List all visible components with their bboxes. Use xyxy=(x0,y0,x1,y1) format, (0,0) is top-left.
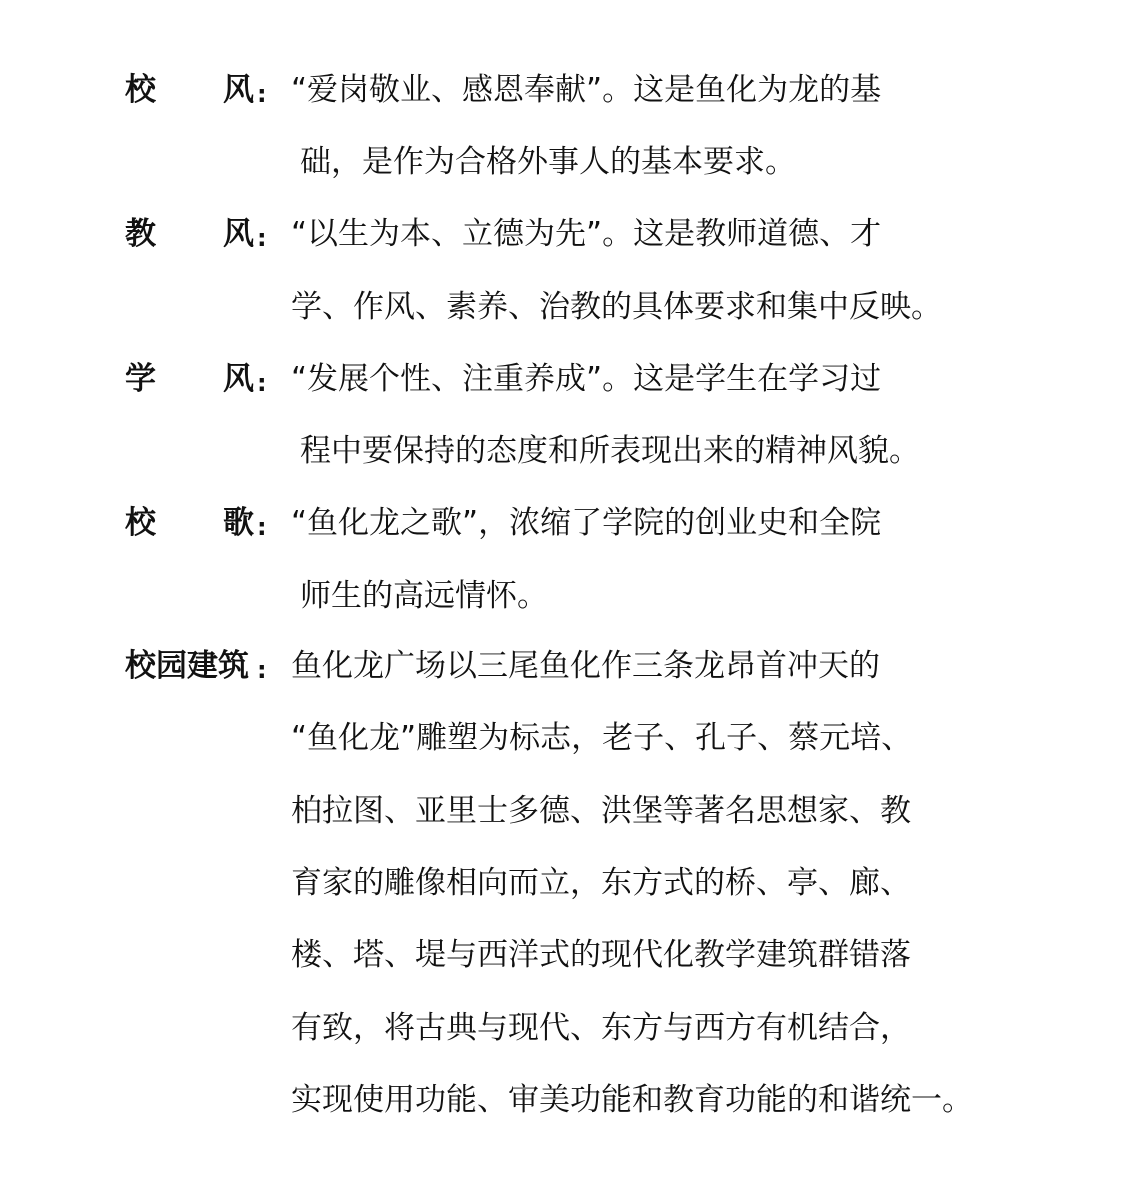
label-colon: : xyxy=(257,513,267,541)
text-line: 学、作风、素养、治教的具体要求和集中反映。 xyxy=(291,289,942,325)
text-line: 础，是作为合格外事人的基本要求。 xyxy=(300,144,796,180)
text-line: “鱼化龙”雕塑为标志，老子、孔子、蔡元培、 xyxy=(291,720,913,756)
label-colon: : xyxy=(257,656,267,684)
label-study-style xyxy=(125,359,156,399)
label-colon: : xyxy=(257,369,267,397)
label-char-2: 风 xyxy=(223,361,254,397)
text-line: 育家的雕像相向而立，东方式的桥、亭、廊、 xyxy=(291,865,911,901)
label-char-1: 校 xyxy=(125,72,156,108)
text-line: 有致，将古典与现代、东方与西方有机结合， xyxy=(291,1010,911,1046)
text-line: “爱岗敬业、感恩奉献”。这是鱼化为龙的基 xyxy=(291,72,882,108)
label-study-style-2 xyxy=(223,359,267,399)
label-teaching-style-2 xyxy=(223,214,267,254)
text-line: 柏拉图、亚里士多德、洪堡等著名思想家、教 xyxy=(291,793,911,829)
label-school-song-2 xyxy=(223,503,267,543)
text-line: “以生为本、立德为先”。这是教师道德、才 xyxy=(291,216,882,252)
label-colon: : xyxy=(257,80,267,108)
text-line: “鱼化龙之歌”，浓缩了学院的创业史和全院 xyxy=(291,505,882,541)
label-char-1: 校 xyxy=(125,505,156,541)
text-line: 楼、塔、堤与西洋式的现代化教学建筑群错落 xyxy=(291,937,911,973)
text-line: 实现使用功能、审美功能和教育功能的和谐统一。 xyxy=(291,1082,973,1118)
text-line: 师生的高远情怀。 xyxy=(300,578,548,614)
text-line: 鱼化龙广场以三尾鱼化作三条龙昂首冲天的 xyxy=(291,648,880,684)
label-school-song xyxy=(125,503,156,543)
label-char-1: 教 xyxy=(125,216,156,252)
text-line: 程中要保持的态度和所表现出来的精神风貌。 xyxy=(300,433,920,469)
label-text: 校园建筑 xyxy=(125,648,249,684)
label-school-spirit-2 xyxy=(223,70,267,110)
label-char-2: 风 xyxy=(223,216,254,252)
label-teaching-style xyxy=(125,214,156,254)
label-school-spirit xyxy=(125,70,156,110)
label-colon: : xyxy=(257,224,267,252)
text-line: “发展个性、注重养成”。这是学生在学习过 xyxy=(291,361,882,397)
label-char-1: 学 xyxy=(125,361,156,397)
label-char-2: 风 xyxy=(223,72,254,108)
label-char-2: 歌 xyxy=(223,505,254,541)
label-campus-architecture xyxy=(125,646,267,686)
